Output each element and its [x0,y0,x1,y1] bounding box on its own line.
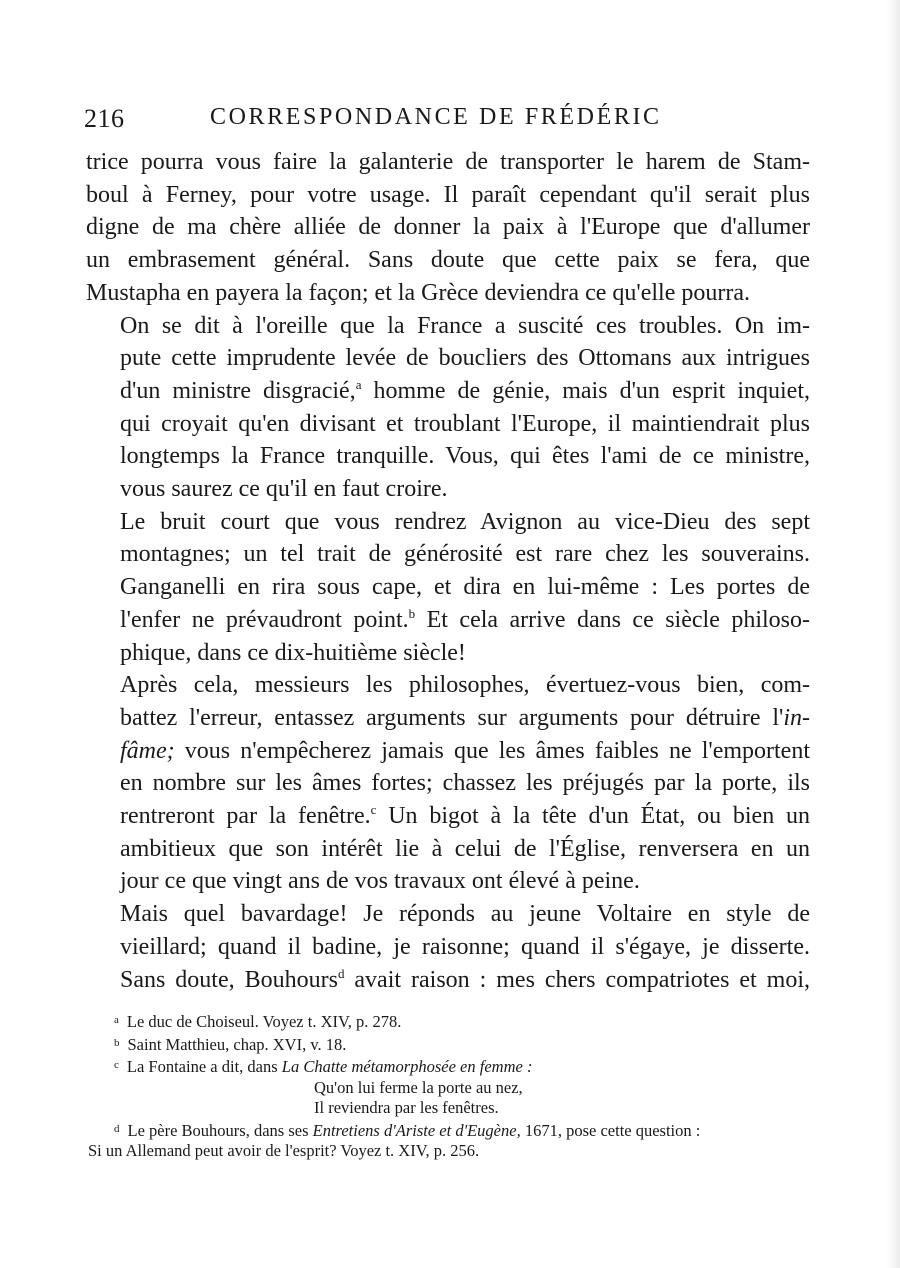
text-line: phique, dans ce dix-huitième siècle! [120,639,466,666]
paragraph-3 [86,506,810,670]
text-segment: Sans doute, Bouhours [120,966,338,993]
footnote-c [114,1055,818,1078]
text-segment: rentreront par la fenêtre. [120,803,371,830]
text-line: trice pourra vous faire la galanterie de transporter le harem de Stam- [86,149,810,175]
text-segment: d'un ministre disgracié, [120,377,356,404]
text-segment: Et cela arrive dans ce siècle philoso- [415,606,810,633]
text-line: boul à Ferney, pour votre usage. Il paraît cependant qu'il serait plus [86,181,810,208]
italic-word: in- [783,704,810,731]
footnote-text: Saint Matthieu, chap. XVI, v. 18. [127,1034,347,1054]
text-line: Mustapha en payera la façon; et la Grèce deviendra ce qu'elle pourra. [86,279,750,306]
footnote-mark: d [114,1122,120,1135]
text-segment: homme de génie, mais d'un esprit inquiet, [361,377,810,404]
text-line: Le bruit court que vous rendrez Avignon au vice-Dieu des sept [120,508,810,535]
text-line: On se dit à l'oreille que la France a suscité ces troubles. On im- [120,312,810,339]
footnote-text: Le duc de Choiseul. Voyez t. XIV, p. 278. [126,1012,402,1031]
footnote-text: La Fontaine a dit, dans [126,1057,282,1076]
text-line: un embrasement général. Sans doute que cette paix se fera, que [86,247,810,274]
body-text [86,146,810,996]
footnote-mark: a [114,1014,119,1026]
footnote-d [114,1119,818,1142]
text-segment: Un bigot à la tête d'un État, ou bien un [376,803,810,830]
page-number: 216 [84,104,125,133]
footnote-ref-c: c [370,802,377,818]
text-line [86,375,810,408]
text-segment: vous n'empêcherez jamais que les âmes faibles ne l'emportent [174,737,810,764]
text-line: montagnes; un tel trait de générosité est rare chez les souverains. [120,541,810,568]
verse-line: Qu'on lui ferme la porte au nez, [314,1077,523,1097]
footnote-ref-a: a [355,376,362,392]
text-line: digne de ma chère alliée de donner la paix à l'Europe que d'allumer [86,214,810,241]
text-segment: battez l'erreur, entassez arguments sur arguments pour détruire l' [120,704,784,731]
page-edge-shadow [886,0,900,1268]
text-line [86,702,810,735]
paragraph-4 [86,669,810,898]
text-line: Après cela, messieurs les philosophes, évertuez-vous bien, com- [120,672,810,699]
text-segment: l'enfer ne prévaudront point. [120,606,409,633]
italic-word: fâme; [120,737,175,764]
text-line: pute cette imprudente levée de boucliers des Ottomans aux intrigues [120,345,810,372]
footnote-b [114,1033,818,1056]
paragraph-1 [86,146,810,310]
text-line: longtemps la France tranquille. Vous, qui êtes l'ami de ce ministre, [120,443,810,470]
text-line [86,604,810,637]
text-line [86,800,810,833]
text-line: Ganganelli en rira sous cape, et dira en lui-même : Les portes de [120,574,810,601]
page-header [84,100,812,136]
text-line: jour ce que vingt ans de vos travaux ont élevé à peine. [120,868,640,895]
footnote-text: 1671, pose cette question : [520,1120,701,1140]
footnote-text: Le père Bouhours, dans ses [127,1120,313,1140]
footnote-mark: c [114,1059,119,1071]
footnote-mark: b [114,1036,120,1049]
text-line: Mais quel bavardage! Je réponds au jeune Voltaire en style de [120,901,810,928]
text-line: qui croyait qu'en divisant et troublant l'Europe, il maintiendrait plus [120,410,810,437]
footnote-a [114,1010,818,1033]
running-title: CORRESPONDANCE DE FRÉDÉRIC [210,104,662,130]
paragraph-2 [86,310,810,506]
footnote-ref-b: b [408,605,416,621]
footnote-title: La Chatte métamorphosée en femme : [281,1057,533,1076]
text-line: vous saurez ce qu'il en faut croire. [120,476,448,503]
footnotes [88,1010,818,1162]
text-line [86,735,810,768]
text-line: ambitieux que son intérêt lie à celui de l'Église, renversera en un [120,835,810,862]
footnote-d-continuation: Si un Allemand peut avoir de l'esprit? Voyez t. XIV, p. 256. [88,1141,480,1160]
text-line [86,964,810,997]
text-line: en nombre sur les âmes fortes; chassez les préjugés par la porte, ils [120,770,810,797]
footnote-title: Entretiens d'Ariste et d'Eugène, [312,1120,521,1140]
paragraph-5 [86,898,810,996]
verse-line: Il reviendra par les fenêtres. [314,1098,499,1117]
text-line: vieillard; quand il badine, je raisonne; quand il s'égaye, je disserte. [120,933,810,960]
footnote-ref-d: d [337,965,345,981]
text-segment: avait raison : mes chers compatriotes et moi, [344,966,811,993]
